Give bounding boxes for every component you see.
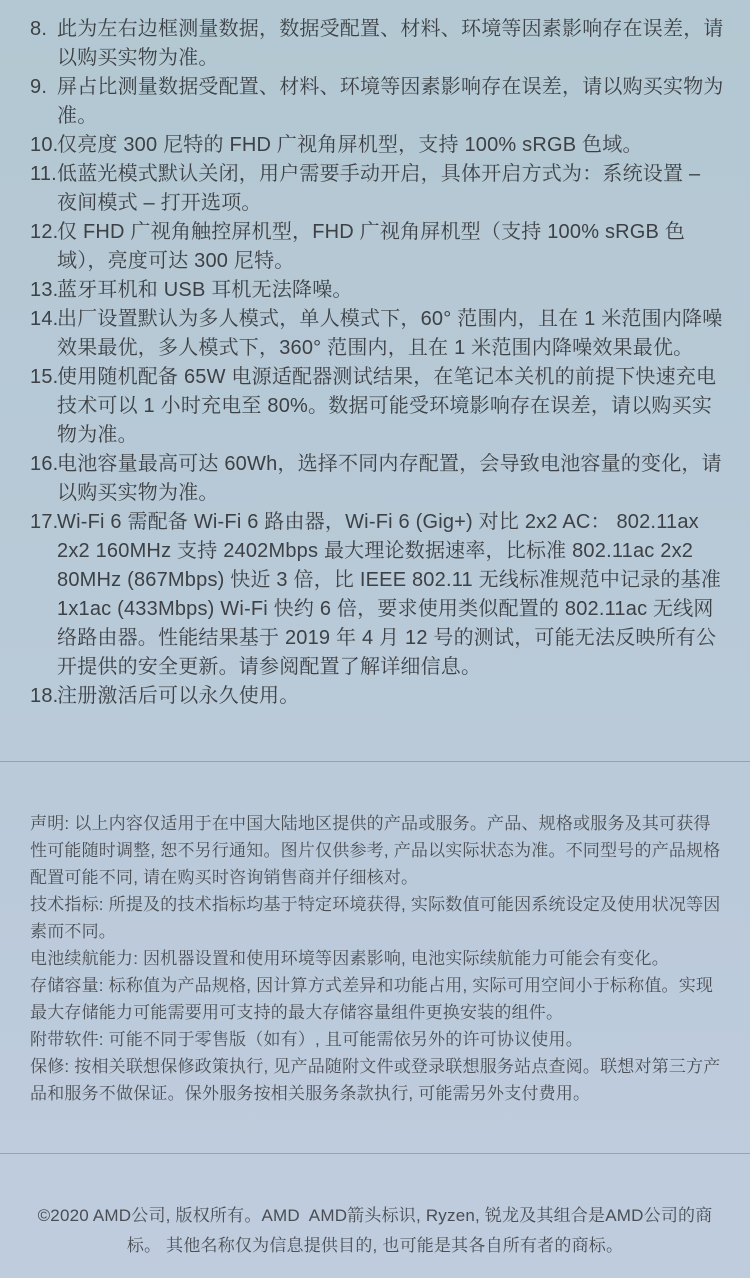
footnote-text: 仅亮度 300 尼特的 FHD 广视角屏机型，支持 100% sRGB 色域。 [57,134,643,156]
disclaimer-paragraph-specs: 技术指标: 所提及的技术指标均基于特定环境获得, 实际数值可能因系统设定及使用状况等因素而不同。 [30,895,721,941]
footnote-text: 电池容量最高可达 60Wh，选择不同内存配置，会导致电池容量的变化，请以购买实物为准。 [57,453,722,504]
footnote-number: 18. [30,685,59,707]
footnote-text: 出厂设置默认为多人模式，单人模式下，60° 范围内，且在 1 米范围内降噪效果最优，多人模式下，360° 范围内，且在 1 米范围内降噪效果最优。 [57,308,723,359]
footnote-item [30,276,726,305]
footnote-item [30,508,726,682]
disclaimer-paragraph-warranty: 保修: 按相关联想保修政策执行, 见产品随附文件或登录联想服务站点查阅。联想对第三方产品和服务不做保证。保外服务按相关服务条款执行, 可能需另外支付费用。 [30,1057,721,1103]
footnote-text: 此为左右边框测量数据，数据受配置、材料、环境等因素影响存在误差，请以购买实物为准。 [57,18,724,69]
footnote-text: 屏占比测量数据受配置、材料、环境等因素影响存在误差，请以购买实物为准。 [57,76,724,127]
copyright-text: ©2020 AMD公司, 版权所有。AMD AMD箭头标识, Ryzen, 锐龙及其组合是AMD公司的商标。 其他名称仅为信息提供目的, 也可能是其各自所有者的商标。 [37,1206,713,1255]
footnote-number: 10. [30,134,59,156]
footnote-text: 仅 FHD 广视角触控屏机型，FHD 广视角屏机型（支持 100% sRGB 色域），亮度可达 300 尼特。 [57,221,686,272]
disclaimer-section [0,762,750,1107]
footnote-text: 蓝牙耳机和 USB 耳机无法降噪。 [57,279,353,301]
footnote-text: 注册激活后可以永久使用。 [57,685,300,707]
footnote-item [30,682,726,711]
footnote-text: 低蓝光模式默认关闭，用户需要手动开启，具体开启方式为：系统设置 – 夜间模式 – 打开选项。 [57,163,701,214]
disclaimer-paragraph-statement: 声明: 以上内容仅适用于在中国大陆地区提供的产品或服务。产品、规格或服务及其可获得性可能随时调整, 恕不另行通知。图片仅供参考, 产品以实际状态为准。不同型号的产品规格配置可能不同, 请在购买时咨询销售商并仔细核对。 [30,814,721,887]
footnote-text: 使用随机配备 65W 电源适配器测试结果，在笔记本关机的前提下快速充电技术可以 1 小时充电至 80%。数据可能受环境影响存在误差，请以购买实物为准。 [57,366,717,446]
footnote-item [30,160,726,218]
footnote-number: 15. [30,366,59,388]
footnote-number: 14. [30,308,59,330]
footnote-item [30,218,726,276]
footnote-item [30,450,726,508]
disclaimer-paragraph-battery: 电池续航能力: 因机器设置和使用环境等因素影响, 电池实际续航能力可能会有变化。 [30,949,669,968]
footnote-number: 17. [30,511,59,533]
footnote-item [30,15,726,73]
footnote-item [30,305,726,363]
copyright-section [0,1154,750,1261]
footnote-item [30,363,726,450]
footnote-item [30,131,726,160]
footnote-number: 12. [30,221,59,243]
disclaimer-paragraph-storage: 存储容量: 标称值为产品规格, 因计算方式差异和功能占用, 实际可用空间小于标称值。实现最大存储能力可能需要用可支持的最大存储容量组件更换安装的组件。 [30,976,714,1022]
footnote-item [30,73,726,131]
footnote-number: 8. [30,18,48,40]
footnote-number: 13. [30,279,59,301]
footnote-number: 9. [30,76,48,98]
footnote-number: 16. [30,453,59,475]
footnote-number: 11. [30,163,57,185]
footnote-text: Wi-Fi 6 需配备 Wi-Fi 6 路由器，Wi-Fi 6 (Gig+) 对比 2x2 AC： 802.11ax 2x2 160MHz 支持 2402Mbps 最大理论数据速率，比标准 802.11ac 2x2 80MHz (867Mbps) 快近 3 倍，比 IEEE 802.11 无线标准规范中记录的基准 1x1ac (433Mbps) Wi-Fi 快约 6 倍，要求使用类似配置的 802.11ac 无线网络路由器。性能结果基于 2019 年 4 月 12 号的测试，可能无法反映所有公开提供的安全更新。请参阅配置了解详细信息。 [57,511,722,678]
disclaimer-paragraph-software: 附带软件: 可能不同于零售版（如有）, 且可能需依另外的许可协议使用。 [30,1030,583,1049]
